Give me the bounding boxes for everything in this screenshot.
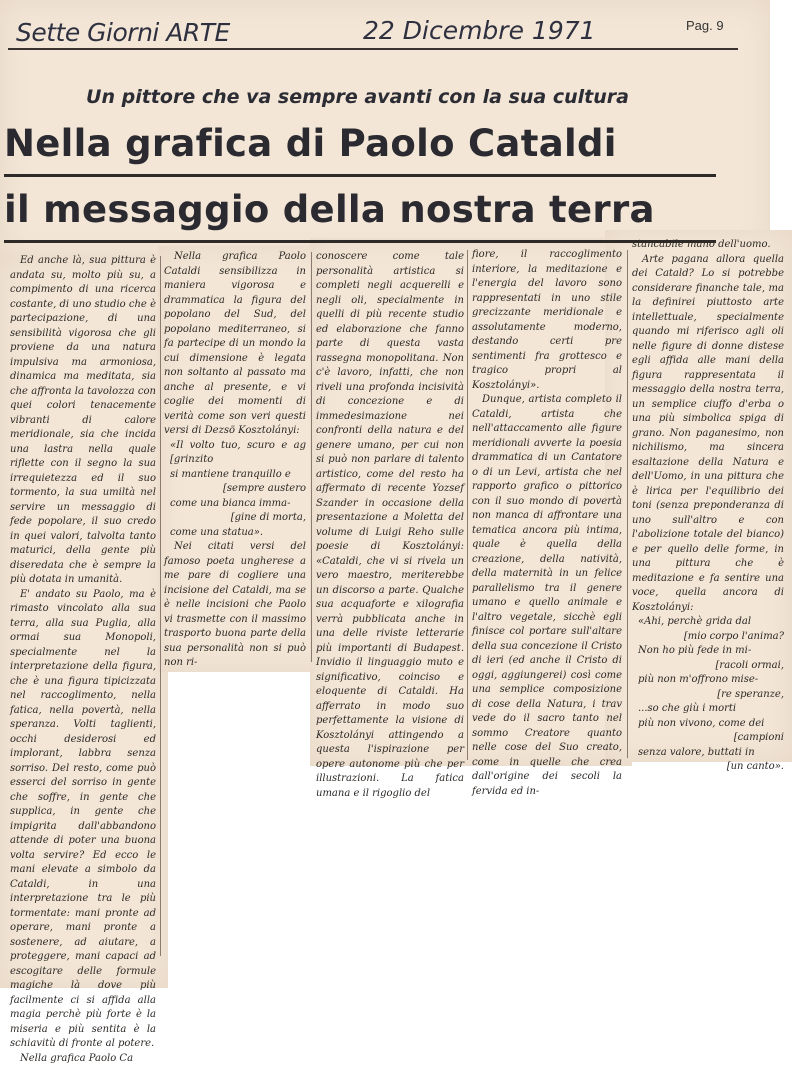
article-column-4 [472,248,622,763]
poem-line: [campioni [632,731,784,746]
poem-line: senza valore, buttati in [632,746,784,761]
article-headline-line-2: il messaggio della nostra terra [4,188,724,231]
poem-line: [re speranze, [632,688,784,703]
poem-line: si mantiene tranquillo e [164,468,306,483]
poem-line: [racoli ormai, [632,659,784,674]
poem-line: [un canto». [632,760,784,775]
paragraph: Dunque, artista completo il Cataldi, artista che nell'attaccamento alle figure meridionali avverte la poesia drammatica di un Cantatore o di un Levi, artista che nel rapporto grafico o pittorico con il suo mondo di povertà non manca di affrontare una tematica ancora più intima, quale è quella della creazione, della natività, della maternità in un felice parallelismo tra il genere umano e quello animale e l'altro vegetale, sicchè egli finisce col portare sull'altare della sua concezione il Cristo di ieri (ed anche il Cristo di oggi, aggiungerei) così come una semplice composizione di cose della Natura, i trav vede do il sacro tanto nel sommo Creatore quanto nelle cose del Suo creato, come in quelle che crea dall'origine dei secoli la fervida ed in- [472,393,622,799]
paragraph: fiore, il raccoglimento interiore, la meditazione e l'energia del lavoro sono rappresentati in uno stile grecizzante meridionale e assolutamente moderno, destando certi pre sentimenti fra grottesco e tragico propri al Kosztolányi». [472,248,622,393]
article-kicker: Un pittore che va sempre avanti con la sua cultura [0,86,715,108]
paragraph: Nei citati versi del famoso poeta ungherese a me pare di cogliere una incisione del Cataldi, ma se è nelle incisioni che Paolo vi trasmette con il massimo trasporto buona parte della sua personalità non si può non ri- [164,540,306,671]
publication-name: Sette Giorni ARTE [16,18,230,47]
column-divider [627,250,628,758]
article-column-3 [316,250,464,765]
article-headline-line-1: Nella grafica di Paolo Cataldi [4,122,724,165]
article-column-2 [164,250,306,665]
paragraph: conoscere come tale personalità artistica si completi negli acquerelli e negli oli, specialmente in quelli di più recente studio ed elaborazione che fanno parte di questa vasta rassegna monopolitana. Non c'è lavoro, infatti, che non riveli una profonda incisività di concezione e di immedesimazione nei confronti della natura e del genere umano, per cui non si può non parlare di talento artistico, come del resto ha affermato di recente Yozsef Szander in occasione della presentazione a Moletta del volume di Luigi Reho sulle poesie di Kosztolányi: «Cataldi, che vi si rivela un vero maestro, meriterebbe un discorso a parte. Qualche sua acquaforte e xilografia verrà pubblicata anche in una delle riviste letterarie più importanti di Budapest. Invidio il linguaggio muto e significativo, coinciso e eloquente di Cataldi. Ha afferrato in modo suo perfettamente la visione di Kosztolányi attingendo a questa l'ispirazione per opere autonome più che per illustrazioni. La fatica umana e il rigoglio del [316,250,464,801]
column-divider [311,252,312,662]
poem-line: Non ho più fede in mi- [632,644,784,659]
poem-line: «Ahi, perchè grida dal [632,615,784,630]
paragraph: Ed anche là, sua pittura è andata su, molto più su, a compimento di una ricerca costante, di uno studio che è partecipazione, di una sensibilità vigorosa che gli proviene da una natura impulsiva ma armoniosa, dinamica ma meditata, sia che affronta la tavolozza con quei colori tenacemente vibranti di calore meridionale, sia che incida una lastra nella quale riflette con il segno la sua irrequietezza ed il suo tormento, la sua umiltà nel servire un messaggio di fede popolare, il suo credo in quei valori, talvolta tanto maturici, della gente più diseredata che è sempre la più dotata in umanità. [10,254,156,588]
article-column-1 [10,254,156,978]
poem-line: come una bianca imma- [164,497,306,512]
paragraph: stancabile mano dell'uomo. [632,238,784,253]
masthead [8,14,738,50]
paragraph: Nella grafica Paolo Cataldi sensibilizza in maniera vigorosa e drammatica la figura del popolano del Sud, del popolano mediterraneo, si fa partecipe di un mondo la cui dimensione è legata non soltanto al passato ma anche al presente, e vi coglie dei momenti di verità come son veri questi versi di Dezsö Kosztolányi: [164,250,306,439]
poem-line: come una statua». [164,526,306,541]
poem-line: [sempre austero [164,482,306,497]
column-divider [467,250,468,760]
headline-rule [4,174,716,177]
poem-line: [gine di morta, [164,511,306,526]
column-divider [160,256,161,956]
poem-line: più non m'offrono mise- [632,673,784,688]
poem-line: «Il volto tuo, scuro e ag [grinzito [164,439,306,468]
headline-rule [4,240,716,243]
paragraph: Nella grafica Paolo Ca [10,1052,156,1066]
paragraph: E' andato su Paolo, ma è rimasto vincolato alla sua terra, alla sua Puglia, alla ormai sua Monopoli, specialmente nel la interpretazione della figura, che è una figura tipicizzata nel raccoglimento, nella fatica, nella povertà, nella speranza. Volti taglienti, occhi desiderosi ed implorant, labbra senza sorriso. Del resto, come può esserci del sorriso in gente che soffre, in gente che supplica, in gente che impigrita dall'abbandono attende di poter una buona volta servire? Ed ecco le mani elevate a simbolo da Cataldi, in una interpretazione tra le più tormentate: mani pronte ad operare, mani pronte a sostenere, ad aiutare, a proteggere, mani capaci ad escogitare delle formule magiche là dove più facilmente ci si affida alla magia perchè più forte è la miseria e più sentita è la schiavitù di fronte al potere. [10,588,156,1052]
poem-line: [mio corpo l'anima? [632,630,784,645]
page-number: Pag. 9 [686,18,724,33]
paragraph: Arte pagana allora quella dei Catald? Lo si potrebbe considerare finanche tale, ma la definirei piuttosto arte intellettuale, specialmente quando mi riferisco agli oli nelle figure di donne distese egli affida alle mani della figura rappresentata il messaggio della nostra terra, un semplice ciuffo d'erba o una più simbolica spiga di grano. Non paganesimo, non nichilismo, ma sincera esaltazione della Natura e dell'Uomo, in una pittura che è lirica per l'equilibrio dei toni (senza preponderanza di uno sull'altro e con l'abolizione totale del bianco) e per quello delle forme, in una pittura che è meditazione e fa sentire una voce, quella ancora di Kosztolányi: [632,253,784,616]
poem-line: ...so che giù i morti [632,702,784,717]
article-column-5 [632,238,784,756]
publication-date: 22 Dicembre 1971 [363,16,596,45]
poem-line: più non vivono, come dei [632,717,784,732]
